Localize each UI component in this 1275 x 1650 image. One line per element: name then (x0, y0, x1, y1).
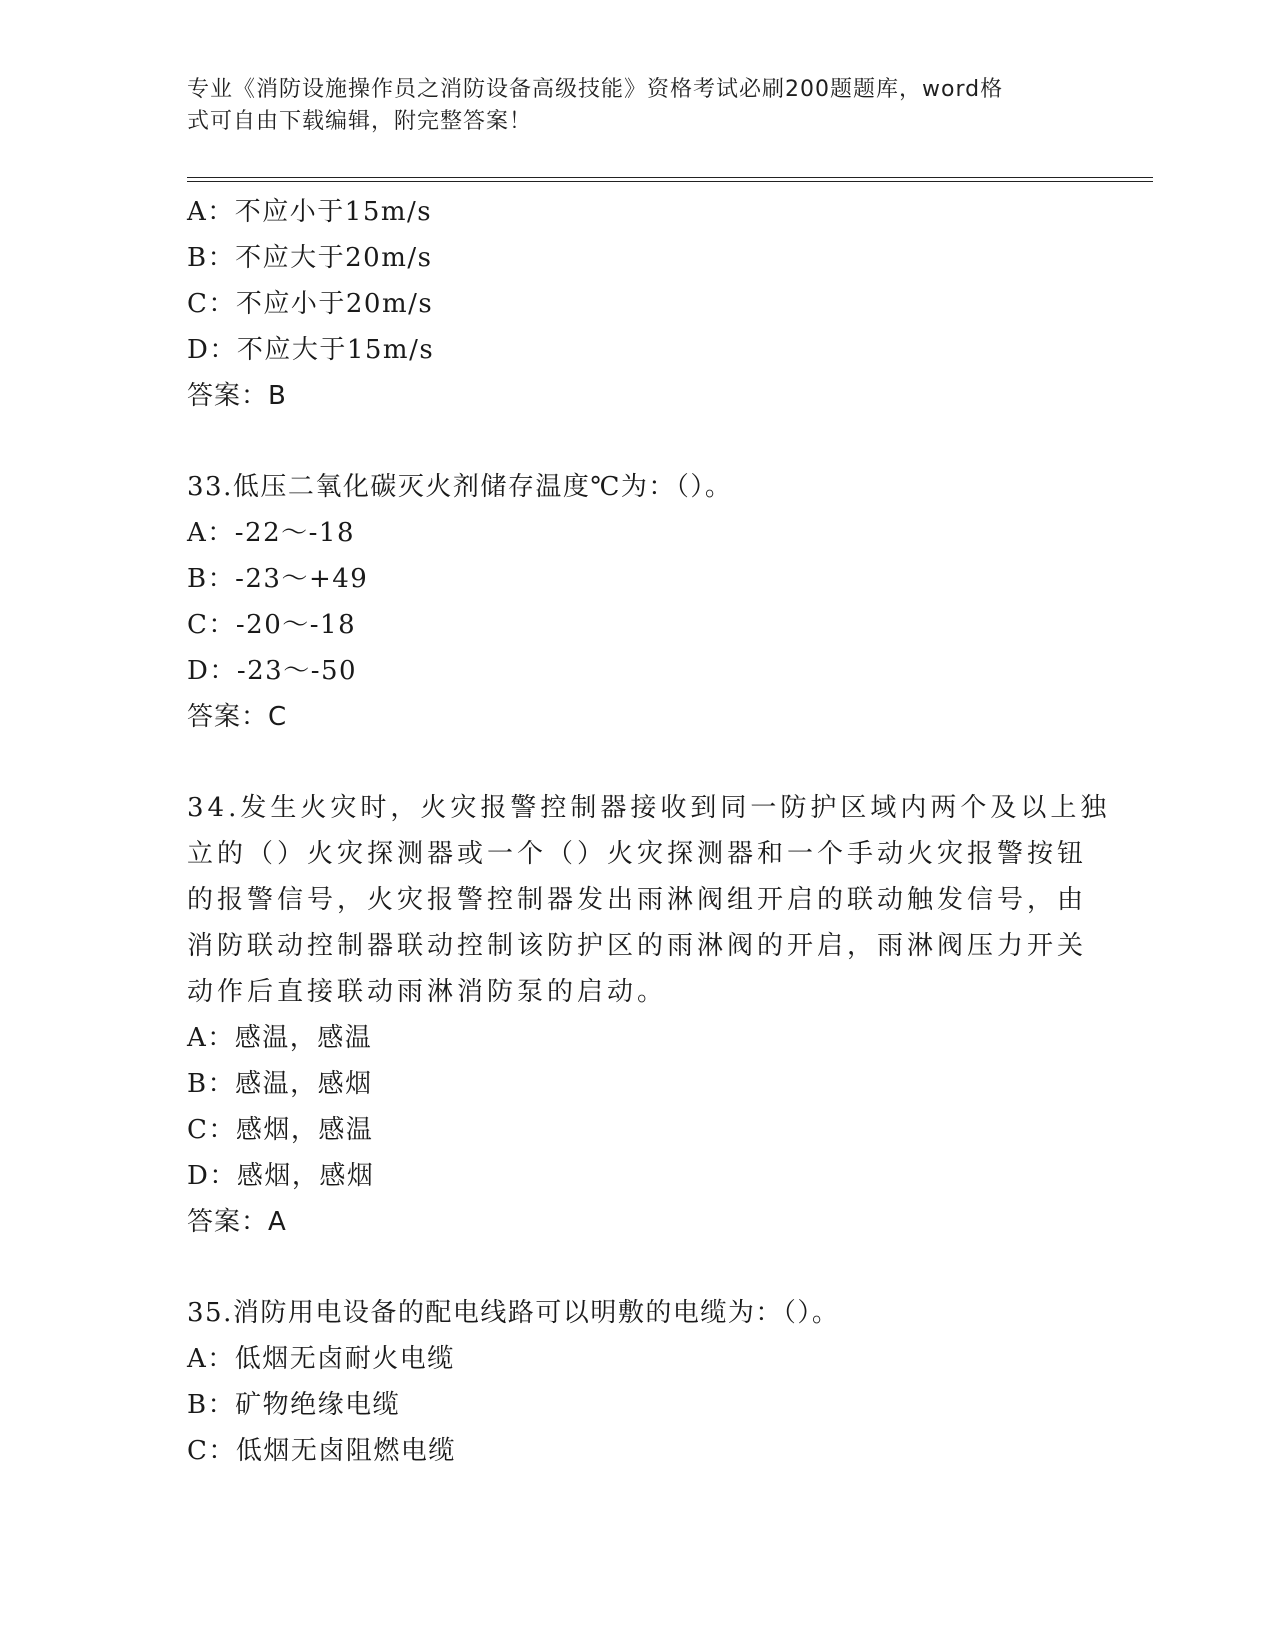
option-b: B：感温，感烟 (187, 1069, 373, 1099)
option-a: A：-22～-18 (187, 518, 356, 548)
option-d: D：不应大于15m/s (187, 335, 435, 365)
question-stem: 33.低压二氧化碳灭火剂储存温度℃为：（）。 (187, 472, 733, 502)
header-divider-bottom (187, 181, 1153, 182)
option-a: A：不应小于15m/s (187, 197, 433, 227)
option-b: B：-23～+49 (187, 564, 369, 594)
stem-line: 的报警信号，火灾报警控制器发出雨淋阀组开启的联动触发信号，由 (187, 885, 1088, 915)
spacer (187, 740, 1087, 785)
stem-line: 消防联动控制器联动控制该防护区的雨淋阀的开启，雨淋阀压力开关 (187, 931, 1088, 961)
question-stem (187, 785, 1111, 1015)
spacer (187, 419, 1087, 464)
answer-label: 答案：A (187, 1207, 287, 1237)
stem-line: 动作后直接联动雨淋消防泵的启动。 (187, 977, 668, 1007)
option-a: A：低烟无卤耐火电缆 (187, 1344, 455, 1374)
document-header (187, 74, 1067, 138)
stem-line: 34.发生火灾时，火灾报警控制器接收到同一防护区域内两个及以上独 (187, 793, 1111, 823)
option-c: C：低烟无卤阻燃电缆 (187, 1436, 456, 1466)
spacer (187, 1245, 1087, 1290)
question-stem: 35.消防用电设备的配电线路可以明敷的电缆为：（）。 (187, 1298, 840, 1328)
option-b: B：不应大于20m/s (187, 243, 433, 273)
header-line-2: 式可自由下载编辑，附完整答案！ (187, 109, 533, 134)
option-c: C：不应小于20m/s (187, 289, 434, 319)
question-33 (187, 464, 1087, 740)
question-32 (187, 189, 1087, 419)
answer-label: 答案：C (187, 702, 288, 732)
question-34 (187, 785, 1111, 1245)
option-c: C：-20～-18 (187, 610, 357, 640)
option-a: A：感温，感温 (187, 1023, 373, 1053)
option-d: D：-23～-50 (187, 656, 358, 686)
question-35 (187, 1290, 1087, 1474)
answer-label: 答案：B (187, 381, 287, 411)
option-c: C：感烟，感温 (187, 1115, 374, 1145)
option-b: B：矿物绝缘电缆 (187, 1390, 401, 1420)
option-d: D：感烟，感烟 (187, 1161, 375, 1191)
question-list (187, 189, 1111, 1474)
header-divider-top (187, 177, 1153, 178)
stem-line: 立的（）火灾探测器或一个（）火灾探测器和一个手动火灾报警按钮 (187, 839, 1088, 869)
header-line-1: 专业《消防设施操作员之消防设备高级技能》资格考试必刷200题题库，word格 (187, 77, 1004, 102)
